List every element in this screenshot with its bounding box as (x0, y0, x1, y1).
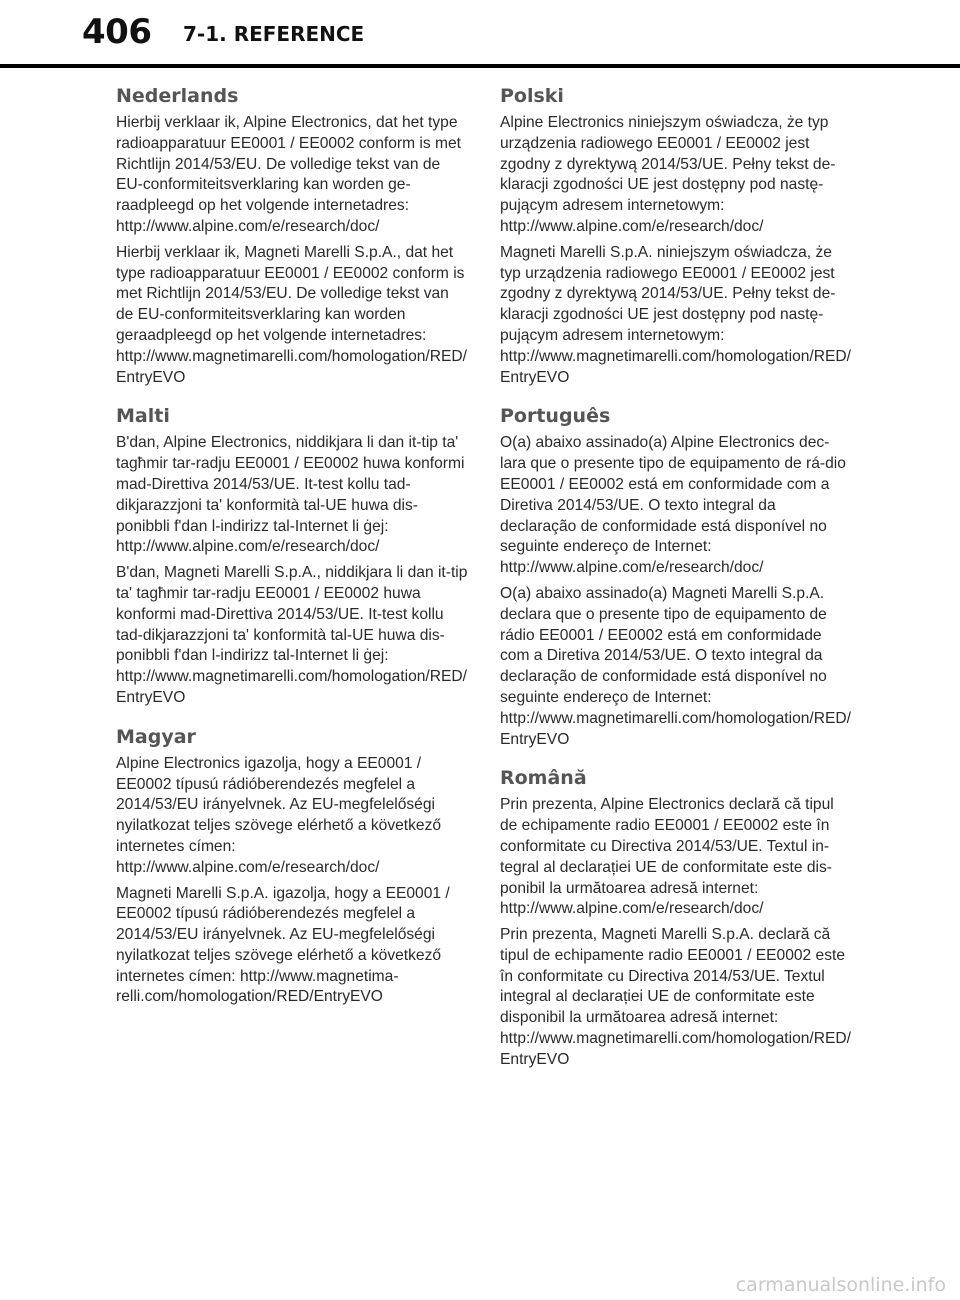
lang-section-romana (500, 766, 852, 1070)
section-title: 7-1. REFERENCE (183, 22, 365, 46)
header-rule (0, 64, 960, 68)
page-header (0, 0, 960, 68)
page-number: 406 (82, 12, 152, 52)
declaration-paragraph: Magneti Marelli S.p.A. niniejszym oświadcza, że typ urządzenia radiowego EE0001 / EE0002 jest zgodny z dyrektywą 2014/53/UE. Pełny tekst de-klaracji zgodności UE jest dostępny pod nastę-pującym adresem internetowym: http://www.magnetimarelli.com/homologation/RED/EntryEVO (500, 243, 852, 386)
declaration-paragraph: Prin prezenta, Alpine Electronics declară că tipul de echipamente radio EE0001 / EE0002 este în conformitate cu Directiva 2014/53/UE. Textul in-tegral al declarației UE de conformitate este dis-ponibil la următoarea adresă internet: http://www.alpine.com/e/research/doc/ (500, 796, 834, 918)
declaration-paragraph: Alpine Electronics igazolja, hogy a EE0001 / EE0002 típusú rádióberendezés megfelel a 2014/53/EU irányelvnek. Az EU-megfelelőségi nyilatkozat teljes szövege elérhető a következő internetes címen: http://www.alpine.com/e/research/doc/ (116, 754, 442, 876)
lang-heading: Polski (500, 85, 564, 107)
lang-section-portugues (500, 404, 852, 750)
lang-section-magyar (116, 725, 468, 1009)
declaration-paragraph: O(a) abaixo assinado(a) Alpine Electronics dec-lara que o presente tipo de equipamento de rá-dio EE0001 / EE0002 está em conformidade com a Diretiva 2014/53/UE. O texto integral da declaração de conformidade está disponível no seguinte endereço de Internet: http://www.alpine.com/e/research/doc/ (500, 434, 846, 577)
lang-heading: Magyar (116, 725, 196, 748)
declaration-paragraph: Prin prezenta, Magneti Marelli S.p.A. declară că tipul de echipamente radio EE0001 / EE0002 este în conformitate cu Directiva 2014/53/UE. Textul integral al declarației UE de conformitate este disponibil la următoarea adresă internet: http://www.magnetimarelli.com/homologation/RED/EntryEVO (500, 926, 852, 1068)
declaration-paragraph: O(a) abaixo assinado(a) Magneti Marelli S.p.A. declara que o presente tipo de equipamento de rádio EE0001 / EE0002 está em conformidade com a Diretiva 2014/53/UE. O texto integral da declaração de conformidade está disponível no seguinte endereço de Internet: http://www.magnetimarelli.com/homologation/RED/EntryEVO (500, 584, 852, 748)
lang-section-malti (116, 404, 468, 708)
declaration-paragraph: B'dan, Magneti Marelli S.p.A., niddikjara li dan it-tip ta' tagħmir tar-radju EE0001 / EE0002 huwa konformi mad-Direttiva 2014/53/UE. It-test kollu tad-dikjarazzjoni ta' konformità tal-UE huwa dis-ponibbli f'dan l-indirizz tal-Internet li ġej: http://www.magnetimarelli.com/homologation/RED/EntryEVO (116, 564, 468, 706)
declaration-paragraph: B'dan, Alpine Electronics, niddikjara li dan it-tip ta' tagħmir tar-radju EE0001 / EE0002 huwa konformi mad-Direttiva 2014/53/UE. It-test kollu tad-dikjarazzjoni ta' konformità tal-UE huwa dis-ponibbli f'dan l-indirizz tal-Internet li ġej: http://www.alpine.com/e/research/doc/ (116, 434, 465, 556)
lang-heading: Română (500, 767, 587, 790)
declaration-paragraph: Hierbij verklaar ik, Magneti Marelli S.p.A., dat het type radioapparatuur EE0001 / EE0002 conform is met Richtlijn 2014/53/EU. De volledige tekst van de EU-conformiteitsverklaring kan worden geraadpleegd op het volgende internetadres: http://www.magnetimarelli.com/homologation/RED/EntryEVO (116, 243, 468, 386)
left-column (116, 84, 468, 1024)
lang-heading: Nederlands (116, 85, 239, 107)
declaration-paragraph: Hierbij verklaar ik, Alpine Electronics, dat het type radioapparatuur EE0001 / EE0002 conform is met Richtlijn 2014/53/EU. De volledige tekst van de EU-conformiteitsverklaring kan worden ge-raadpleegd op het volgende internetadres: http://www.alpine.com/e/research/doc/ (116, 114, 461, 235)
declaration-paragraph: Magneti Marelli S.p.A. igazolja, hogy a EE0001 / EE0002 típusú rádióberendezés megfelel a 2014/53/EU irányelvnek. Az EU-megfelelőségi nyilatkozat teljes szövege elérhető a következő internetes címen: http://www.magnetima-relli.com/homologation/RED/EntryEVO (116, 884, 450, 1006)
lang-heading: Malti (116, 405, 170, 428)
right-column (500, 84, 852, 1087)
lang-section-nederlands (116, 84, 468, 388)
site-watermark: carmanualsonline.info (735, 1274, 946, 1296)
lang-section-polski (500, 84, 852, 388)
lang-heading: Português (500, 405, 611, 428)
declaration-paragraph: Alpine Electronics niniejszym oświadcza, że typ urządzenia radiowego EE0001 / EE0002 jest zgodny z dyrektywą 2014/53/UE. Pełny tekst de-klaracji zgodności UE jest dostępny pod nastę-pującym adresem internetowym: http://www.alpine.com/e/research/doc/ (500, 114, 836, 235)
